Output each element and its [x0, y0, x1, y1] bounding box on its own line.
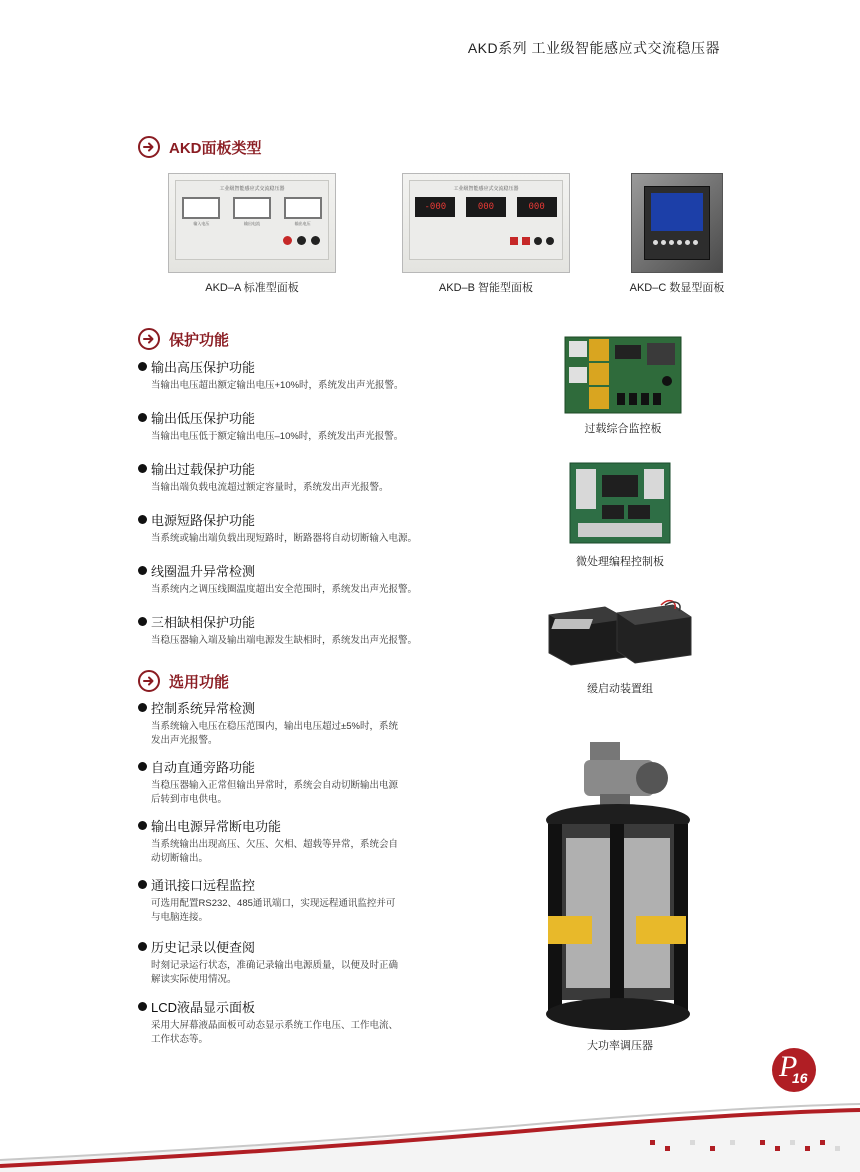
protection-feature	[138, 357, 468, 393]
page-number: 16	[792, 1070, 808, 1086]
photo-caption: 大功率调压器	[587, 1040, 653, 1052]
optional-feature	[138, 698, 468, 748]
indicator-button-icon	[510, 237, 518, 245]
feature-desc-line: 当系统输出出现高压、欠压、欠相、超载等异常，系统会自	[151, 839, 399, 850]
keypad-button-icon	[685, 240, 690, 245]
keypad-button-icon	[653, 240, 658, 245]
feature-title: 输出低压保护功能	[151, 411, 256, 426]
feature-desc-line: 当稳压器输入正常但输出异常时，系统会自动切断输出电源	[151, 780, 399, 791]
feature-title: 三相缺相保护功能	[151, 615, 256, 630]
indicator-button-icon	[522, 237, 530, 245]
feature-title: 控制系统异常检测	[151, 701, 256, 716]
feature-title: 历史记录以便查阅	[151, 940, 256, 955]
optional-feature	[138, 937, 468, 987]
arrow-right-icon	[138, 670, 160, 692]
photo-caption: 缓启动装置组	[587, 683, 653, 695]
feature-desc: 当系统或输出端负载出现短路时，断路器将自动切断输入电源。	[151, 533, 418, 544]
bullet-icon	[138, 821, 147, 830]
soft-start-unit-image	[545, 597, 695, 667]
keypad-button-icon	[693, 240, 698, 245]
indicator-button-icon	[311, 236, 320, 245]
feature-title: 通讯接口远程监控	[151, 878, 256, 893]
indicator-button-icon	[283, 236, 292, 245]
protection-feature	[138, 510, 468, 546]
panel-types-heading	[138, 136, 262, 158]
panel-header-text: 工业级智能感应式交流稳压器	[453, 186, 519, 192]
optional-feature	[138, 997, 468, 1047]
arrow-right-icon	[138, 136, 160, 158]
high-power-regulator-image	[540, 738, 696, 1032]
panel-header-text: 工业级智能感应式交流稳压器	[219, 186, 285, 192]
microprocessor-control-board-image	[568, 461, 672, 545]
akd-b-panel-image	[402, 173, 570, 273]
page-header-title: AKD系列 工业级智能感应式交流稳压器	[467, 40, 720, 56]
page-letter: P	[779, 1050, 798, 1083]
feature-desc-line: 工作状态等。	[151, 1034, 209, 1045]
keypad-button-icon	[669, 240, 674, 245]
optional-feature	[138, 757, 468, 807]
feature-title: 输出电源异常断电功能	[151, 819, 282, 834]
footer-decoration	[0, 1100, 860, 1172]
bullet-icon	[138, 413, 147, 422]
protection-feature	[138, 459, 468, 495]
feature-desc: 当稳压器输入端及输出端电源发生缺相时，系统发出声光报警。	[151, 635, 418, 646]
feature-title: 输出过载保护功能	[151, 462, 256, 477]
overload-monitor-board-image	[563, 333, 683, 415]
meter-icon	[182, 197, 220, 219]
section-title: 选用功能	[169, 673, 230, 691]
akd-c-panel-image	[631, 173, 723, 273]
bullet-icon	[138, 362, 147, 371]
lcd-screen	[651, 193, 703, 231]
meter-label: 输出电压	[294, 221, 311, 226]
arrow-right-icon	[138, 328, 160, 350]
bullet-icon	[138, 464, 147, 473]
page-number-logo	[770, 1046, 818, 1094]
akd-b-caption: AKD–B 智能型面板	[438, 282, 534, 294]
akd-c-caption: AKD–C 数显型面板	[629, 282, 725, 294]
bullet-icon	[138, 1002, 147, 1011]
feature-title: LCD液晶显示面板	[151, 1000, 256, 1015]
feature-desc-line: 解读实际使用情况。	[151, 974, 237, 985]
feature-title: 线圈温升异常检测	[151, 564, 256, 579]
feature-desc: 当输出电压低于额定输出电压–10%时，系统发出声光报警。	[151, 431, 404, 442]
feature-desc-line: 动切断输出。	[151, 853, 209, 864]
akd-a-caption: AKD–A 标准型面板	[205, 282, 299, 294]
feature-desc: 当系统内之调压线圈温度超出安全范围时，系统发出声光报警。	[151, 584, 418, 595]
feature-desc-line: 可选用配置RS232、485通讯端口，实现远程通讯监控并可	[151, 898, 396, 909]
bullet-icon	[138, 880, 147, 889]
akd-a-panel-image	[168, 173, 336, 273]
optional-heading	[138, 670, 229, 692]
meter-icon	[233, 197, 271, 219]
feature-desc-line: 采用大屏幕液晶面板可动态显示系统工作电压、工作电流、	[151, 1020, 399, 1031]
digital-display: -000	[415, 197, 455, 217]
feature-title: 电源短路保护功能	[151, 513, 256, 528]
bullet-icon	[138, 703, 147, 712]
digital-display: 000	[517, 197, 557, 217]
feature-desc-line: 时刻记录运行状态，准确记录输出电源质量，以便及时正确	[151, 960, 399, 971]
section-title: AKD面板类型	[169, 139, 262, 157]
keypad-button-icon	[677, 240, 682, 245]
photo-caption: 过载综合监控板	[584, 423, 662, 435]
feature-desc-line: 与电脑连接。	[151, 912, 209, 923]
photo-caption: 微处理编程控制板	[576, 556, 664, 568]
feature-desc: 当输出端负载电流超过额定容量时，系统发出声光报警。	[151, 482, 389, 493]
indicator-button-icon	[297, 236, 306, 245]
indicator-button-icon	[534, 237, 542, 245]
section-title: 保护功能	[169, 331, 230, 349]
meter-icon	[284, 197, 322, 219]
bullet-icon	[138, 762, 147, 771]
protection-feature	[138, 561, 468, 597]
bullet-icon	[138, 617, 147, 626]
keypad-button-icon	[661, 240, 666, 245]
optional-feature	[138, 816, 468, 866]
protection-heading	[138, 328, 229, 350]
feature-title: 自动直通旁路功能	[151, 760, 256, 775]
feature-desc: 当输出电压超出额定输出电压+10%时，系统发出声光报警。	[151, 380, 404, 391]
feature-desc-line: 当系统输入电压在稳压范围内，输出电压超过±5%时，系统	[151, 721, 398, 732]
feature-title: 输出高压保护功能	[151, 360, 256, 375]
protection-feature	[138, 408, 468, 444]
meter-label: 输出电流	[243, 221, 260, 226]
bullet-icon	[138, 942, 147, 951]
meter-label: 输入电压	[193, 221, 210, 226]
protection-feature	[138, 612, 468, 648]
feature-desc-line: 发出声光报警。	[151, 735, 218, 746]
optional-feature	[138, 875, 468, 925]
indicator-button-icon	[546, 237, 554, 245]
feature-desc-line: 后转到市电供电。	[151, 794, 228, 805]
digital-display: 000	[466, 197, 506, 217]
bullet-icon	[138, 515, 147, 524]
bullet-icon	[138, 566, 147, 575]
